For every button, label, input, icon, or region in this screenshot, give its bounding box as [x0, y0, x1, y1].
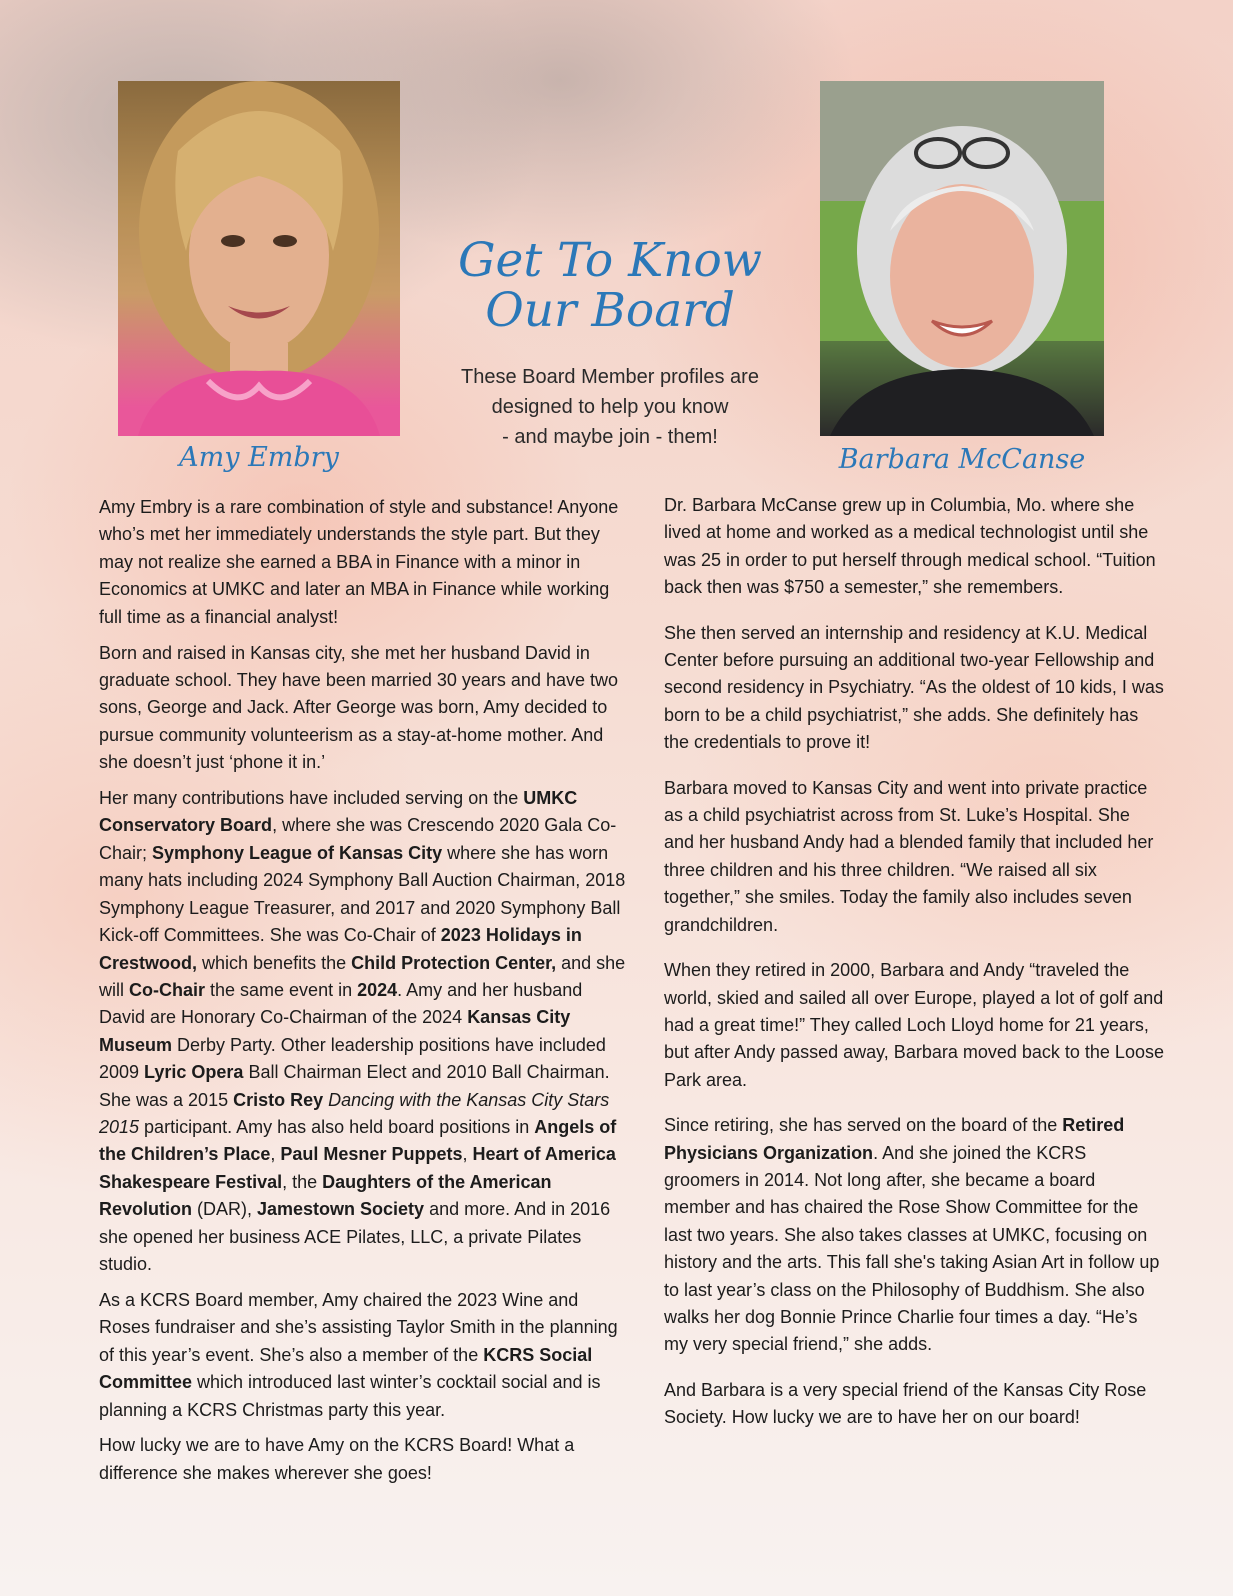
- text-run: where she has worn many hats including 2024 Symphony Ball Auction Chairman, 2018 Symphony League Treasurer, and 2017 and 2020 Symphony Ball Kick-off Committees. She was Co-Chair of: [99, 842, 626, 946]
- bio-paragraph: [664, 620, 1164, 757]
- text-run: Her many contributions have included serving on the: [99, 788, 524, 809]
- subtitle-line-1: These Board Member profiles are: [461, 366, 759, 388]
- bio-paragraph: [99, 1287, 627, 1424]
- text-run: How lucky we are to have Amy on the KCRS Board! What a difference she makes wherever she goes!: [99, 1435, 575, 1483]
- bold-text: Angels of the Children’s Place: [99, 1116, 617, 1165]
- bold-text: Paul Mesner Puppets: [280, 1144, 463, 1165]
- bio-paragraph: [664, 492, 1164, 602]
- barbara-portrait-illustration: [820, 81, 1104, 436]
- text-run: and more. And in 2016 she opened her business ACE Pilates, LLC, a private Pilates studio.: [99, 1199, 611, 1274]
- bio-paragraph: [99, 785, 627, 1278]
- text-run: the same event in: [205, 979, 358, 1000]
- amy-embry-photo: [118, 81, 400, 436]
- bio-paragraph: [664, 957, 1164, 1094]
- barbara-mccanse-name: Barbara McCanse: [838, 444, 1086, 475]
- bold-text: Jamestown Society: [257, 1199, 425, 1220]
- page-title: [420, 233, 800, 338]
- subtitle-line-2: designed to help you know: [491, 396, 729, 418]
- bold-text: KCRS Social Committee: [99, 1344, 593, 1393]
- text-run: Born and raised in Kansas city, she met her husband David in graduate school. They have been married 30 years and have two sons, George and Jack. After George was born, Amy decided to pursue community volunteerism as a stay-at-home mother. And she doesn’t just ‘phone it in.’: [99, 642, 618, 773]
- text-run: which benefits the: [197, 952, 352, 973]
- bold-text: Lyric Opera: [144, 1062, 244, 1083]
- title-line-2: Our Board: [485, 283, 735, 338]
- text-run: Dr. Barbara McCanse grew up in Columbia, Mo. where she lived at home and worked as a medical technologist until she was 25 in order to put herself through medical school. “Tuition back then was $750 a semester,” she remembers.: [664, 495, 1156, 598]
- text-run: and she will: [99, 952, 626, 1000]
- bold-text: Cristo Rey: [233, 1089, 324, 1110]
- bio-paragraph: [99, 494, 627, 631]
- text-run: And Barbara is a very special friend of the Kansas City Rose Society. How lucky we are to have her on our board!: [664, 1379, 1147, 1428]
- bold-text: Kansas City Museum: [99, 1007, 571, 1055]
- text-run: As a KCRS Board member, Amy chaired the 2023 Wine and Roses fundraiser and she’s assisting Taylor Smith in the planning of this year’s event. She’s also a member of the: [99, 1289, 618, 1365]
- text-run: participant. Amy has also held board positions in: [139, 1116, 535, 1137]
- bio-paragraph: [99, 1432, 627, 1487]
- text-run: Since retiring, she has served on the board of the: [664, 1115, 1063, 1136]
- text-run: which introduced last winter’s cocktail social and is planning a KCRS Christmas party this year.: [99, 1372, 601, 1420]
- text-run: , where she was Crescendo 2020 Gala Co-Chair;: [99, 815, 617, 863]
- bio-paragraph: [99, 640, 627, 777]
- amy-embry-name: Amy Embry: [179, 442, 339, 473]
- text-run: , the: [282, 1171, 323, 1192]
- text-run: ,: [462, 1144, 473, 1165]
- italic-text: Dancing with the Kansas City Stars 2015: [99, 1089, 610, 1137]
- bio-paragraph: [664, 775, 1164, 939]
- text-run: Amy Embry is a rare combination of style and substance! Anyone who’s met her immediately understands the style part. But they may not realize she earned a BBA in Finance with a minor in Economics at UMKC and later an MBA in Finance while working full time as a financial analyst!: [99, 497, 619, 627]
- text-run: Barbara moved to Kansas City and went into private practice as a child psychiatrist across from St. Luke’s Hospital. She and her husband Andy had a blended family that included her three children and his three children. “We raised all six together,” she smiles. Today the family also includes seven grandchildren.: [664, 777, 1154, 935]
- text-run: ,: [270, 1144, 281, 1165]
- title-line-1: Get To Know: [457, 233, 763, 288]
- bio-paragraph: [664, 1377, 1164, 1432]
- text-run: . And she joined the KCRS groomers in 2014. Not long after, she became a board member and has chaired the Rose Show Committee for the last two years. She also takes classes at UMKC, focusing on history and the arts. This fall she's taking Asian Art in follow up to last year’s class on the Philosophy of Buddhism. She also walks her dog Bonnie Prince Charlie four times a day. “He’s my very special friend,” she adds.: [664, 1142, 1160, 1355]
- bio-paragraph: [664, 1112, 1164, 1359]
- bold-text: UMKC Conservatory Board: [99, 788, 578, 836]
- text-run: . Amy and her husband David are Honorary Co-Chairman of the 2024: [99, 979, 583, 1028]
- barbara-mccanse-photo: [820, 81, 1104, 436]
- text-run: She then served an internship and residency at K.U. Medical Center before pursuing an additional two-year Fellowship and second residency in Psychiatry. “As the oldest of 10 kids, I was born to be a child psychiatrist,” she adds. She definitely has the credentials to prove it!: [664, 622, 1164, 753]
- amy-portrait-illustration: [118, 81, 400, 436]
- bold-text: Heart of America Shakespeare Festival: [99, 1144, 616, 1192]
- subtitle-line-3: - and maybe join - them!: [502, 426, 718, 448]
- bold-text: 2023 Holidays in Crestwood,: [99, 925, 582, 973]
- bold-text: Co-Chair: [129, 979, 205, 1000]
- text-run: Derby Party. Other leadership positions have included 2009: [99, 1034, 606, 1083]
- bold-text: Child Protection Center,: [351, 952, 557, 973]
- bold-text: 2024: [357, 979, 398, 1000]
- barbara-bio-column: [664, 492, 1164, 1450]
- bold-text: Symphony League of Kansas City: [152, 842, 443, 863]
- text-run: Ball Chairman Elect and 2010 Ball Chairman. She was a 2015: [99, 1062, 610, 1110]
- text-run: When they retired in 2000, Barbara and Andy “traveled the world, skied and sailed all over Europe, played a lot of golf and had a great time!” They called Loch Lloyd home for 21 years, but after Andy passed away, Barbara moved back to the Loose Park area.: [664, 960, 1164, 1090]
- bold-text: Daughters of the American Revolution: [99, 1171, 552, 1220]
- bold-text: Retired Physicians Organization: [664, 1115, 1125, 1163]
- page-subtitle: [430, 362, 790, 452]
- amy-bio-column: [99, 494, 627, 1496]
- text-run: (DAR),: [192, 1199, 257, 1220]
